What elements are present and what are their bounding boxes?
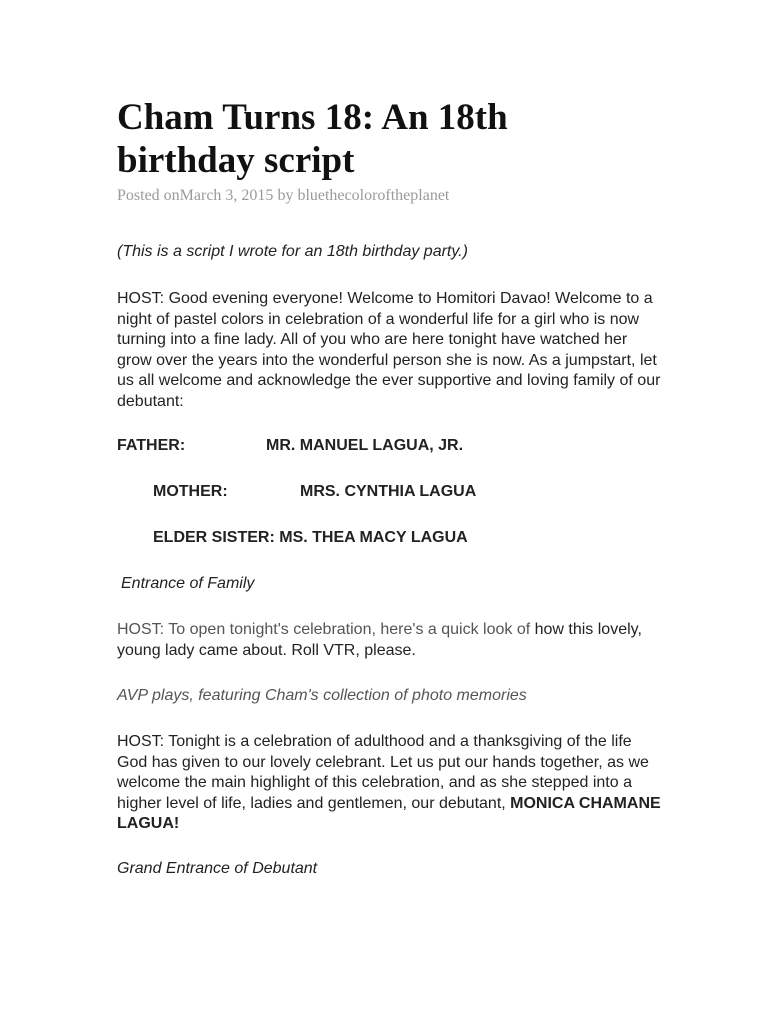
family-role-sister-label: ELDER SISTER: [153,529,275,546]
host-vtr-part1: HOST: To open tonight's celebration, here's a quick look of [117,621,535,638]
host-vtr-paragraph [117,620,662,661]
post-title-line1: Cham Turns 18: An 18th [117,97,508,138]
entrance-family-note: Entrance of Family [121,575,255,592]
family-role-father: FATHER: [117,437,186,454]
host-adulthood-paragraph [117,732,662,835]
debutant-name: MONICA CHAMANE LAGUA! [117,794,661,832]
post-title-line2: birthday script [117,140,355,181]
by-label: by [277,187,294,204]
post-meta [117,186,657,206]
family-role-sister [153,528,468,549]
family-name-sister: MS. THEA MACY LAGUA [279,529,468,546]
article [117,96,657,206]
grand-entrance-note: Grand Entrance of Debutant [117,860,318,877]
family-role-mother: MOTHER: [153,483,228,500]
intro-note: (This is a script I wrote for an 18th birthday party.) [117,243,468,260]
post-date[interactable]: March 3, 2015 [179,187,274,204]
post-title [117,96,657,182]
avp-note: AVP plays, featuring Cham's collection of photo memories [117,687,527,704]
host-adulthood-text: HOST: Tonight is a celebration of adulthood and a thanksgiving of the life God has given to our lovely celebrant. Let us put our hands together, as we welcome the main highlight of this celebration, and as she stepped into a higher level of life, ladies and gentlemen, our debutant, [117,733,649,812]
family-name-father: MR. MANUEL LAGUA, JR. [266,437,464,454]
post-author[interactable]: bluethecoloroftheplanet [297,187,450,204]
posted-on-label: Posted on [117,187,180,204]
host-welcome-paragraph: HOST: Good evening everyone! Welcome to Homitori Davao! Welcome to a night of pastel colors in celebration of a wonderful life for a girl who is now turning into a fine lady. All of you who are here tonight have watched her grow over the years into the wonderful person she is now. As a jumpstart, let us all welcome and acknowledge the ever supportive and loving family of our debutant: [117,290,661,410]
family-name-mother: MRS. CYNTHIA LAGUA [300,483,477,500]
host-vtr-part2: how this lovely, young lady came about. Roll VTR, please. [117,621,642,659]
